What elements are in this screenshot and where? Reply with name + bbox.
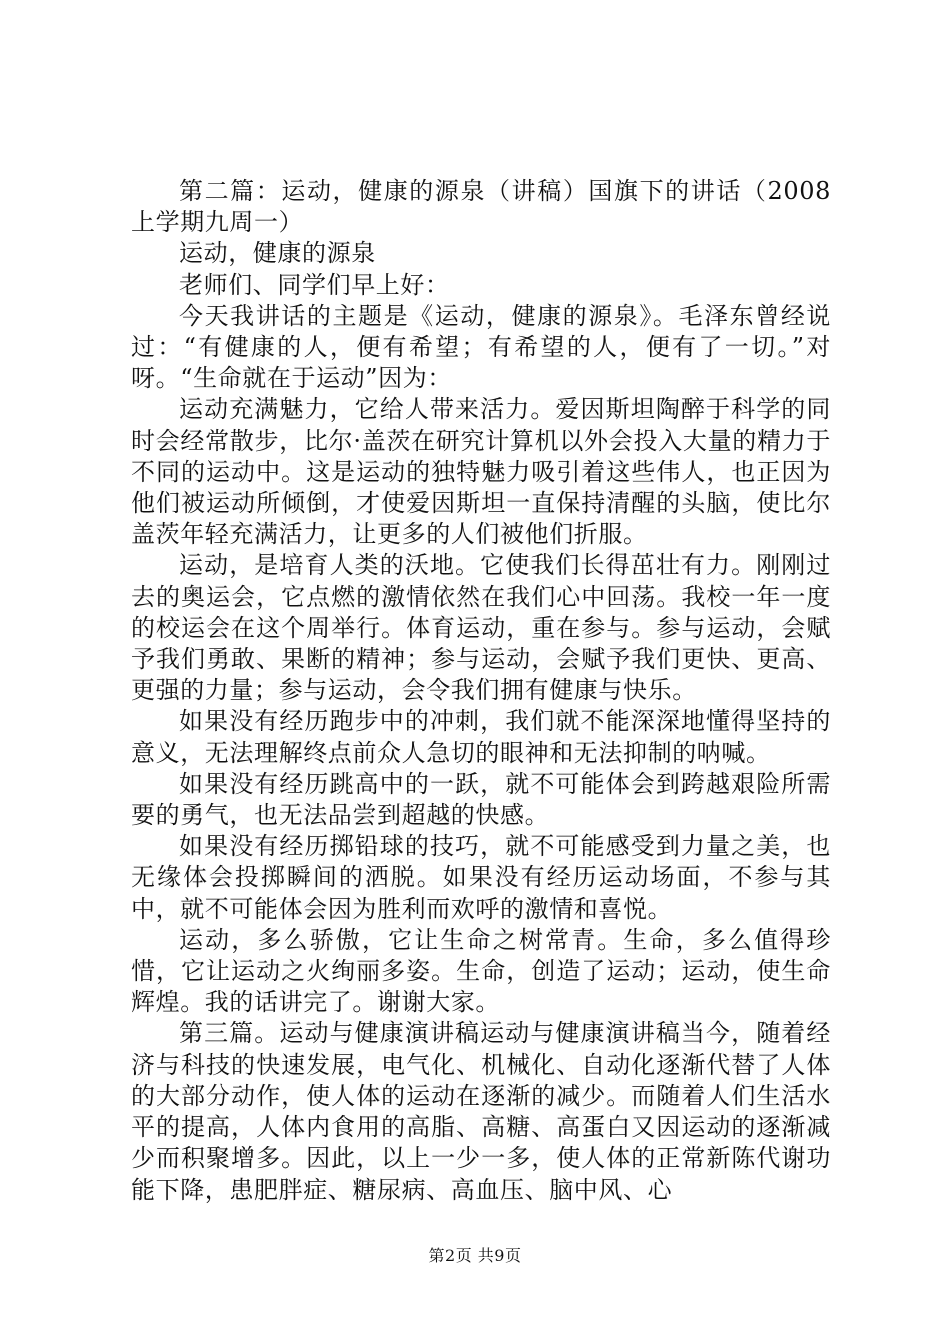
paragraph-conclusion: 运动，多么骄傲，它让生命之树常青。生命，多么值得珍惜，它让运动之火绚丽多姿。生命，创造了运动；运动，使生命辉煌。我的话讲完了。谢谢大家。	[131, 925, 831, 1017]
paragraph-high-jump: 如果没有经历跳高中的一跃，就不可能体会到跨越艰险所需要的勇气，也无法品尝到超越的快感。	[131, 769, 831, 830]
paragraph-part-three: 第三篇。运动与健康演讲稿运动与健康演讲稿当今，随着经济与科技的快速发展，电气化、机械化、自动化逐渐代替了人体的大部分动作，使人体的运动在逐渐的减少。而随着人们生活水平的提高，人体内食用的高脂、高糖、高蛋白又因运动的逐渐减少而积聚增多。因此，以上一少一多，使人体的正常新陈代谢功能下降，患肥胖症、糖尿病、高血压、脑中风、心	[131, 1019, 831, 1204]
paragraph-charm: 运动充满魅力，它给人带来活力。爱因斯坦陶醉于科学的同时会经常散步，比尔·盖茨在研究计算机以外会投入大量的精力于不同的运动中。这是运动的独特魅力吸引着这些伟人，也正因为他们被运动所倾倒，才使爱因斯坦一直保持清醒的头脑，使比尔盖茨年轻充满活力，让更多的人们被他们折服。	[131, 395, 831, 549]
paragraph-running: 如果没有经历跑步中的冲刺，我们就不能深深地懂得坚持的意义，无法理解终点前众人急切的眼神和无法抑制的呐喊。	[131, 707, 831, 767]
paragraph-heading-part-two: 第二篇：运动，健康的源泉（讲稿）国旗下的讲话（2008上学期九周一）	[131, 177, 831, 237]
paragraph-speech-title: 运动，健康的源泉	[179, 239, 376, 268]
paragraph-greeting: 老师们、同学们早上好：	[179, 270, 450, 299]
paragraph-cultivate: 运动，是培育人类的沃地。它使我们长得茁壮有力。刚刚过去的奥运会，它点燃的激情依然在我们心中回荡。我校一年一度的校运会在这个周举行。体育运动，重在参与。参与运动，会赋予我们勇敢、果断的精神；参与运动，会赋予我们更快、更高、更强的力量；参与运动，会令我们拥有健康与快乐。	[131, 551, 831, 705]
page-number-footer: 第2页 共9页	[428, 1246, 522, 1265]
document-body	[131, 176, 831, 1206]
paragraph-intro: 今天我讲话的主题是《运动，健康的源泉》。毛泽东曾经说过：“有健康的人，便有希望；有希望的人，便有了一切。”对呀。“生命就在于运动”因为：	[131, 301, 831, 393]
paragraph-shot-put: 如果没有经历掷铅球的技巧，就不可能感受到力量之美，也无缘体会投掷瞬间的洒脱。如果没有经历运动场面，不参与其中，就不可能体会因为胜利而欢呼的激情和喜悦。	[131, 832, 831, 923]
